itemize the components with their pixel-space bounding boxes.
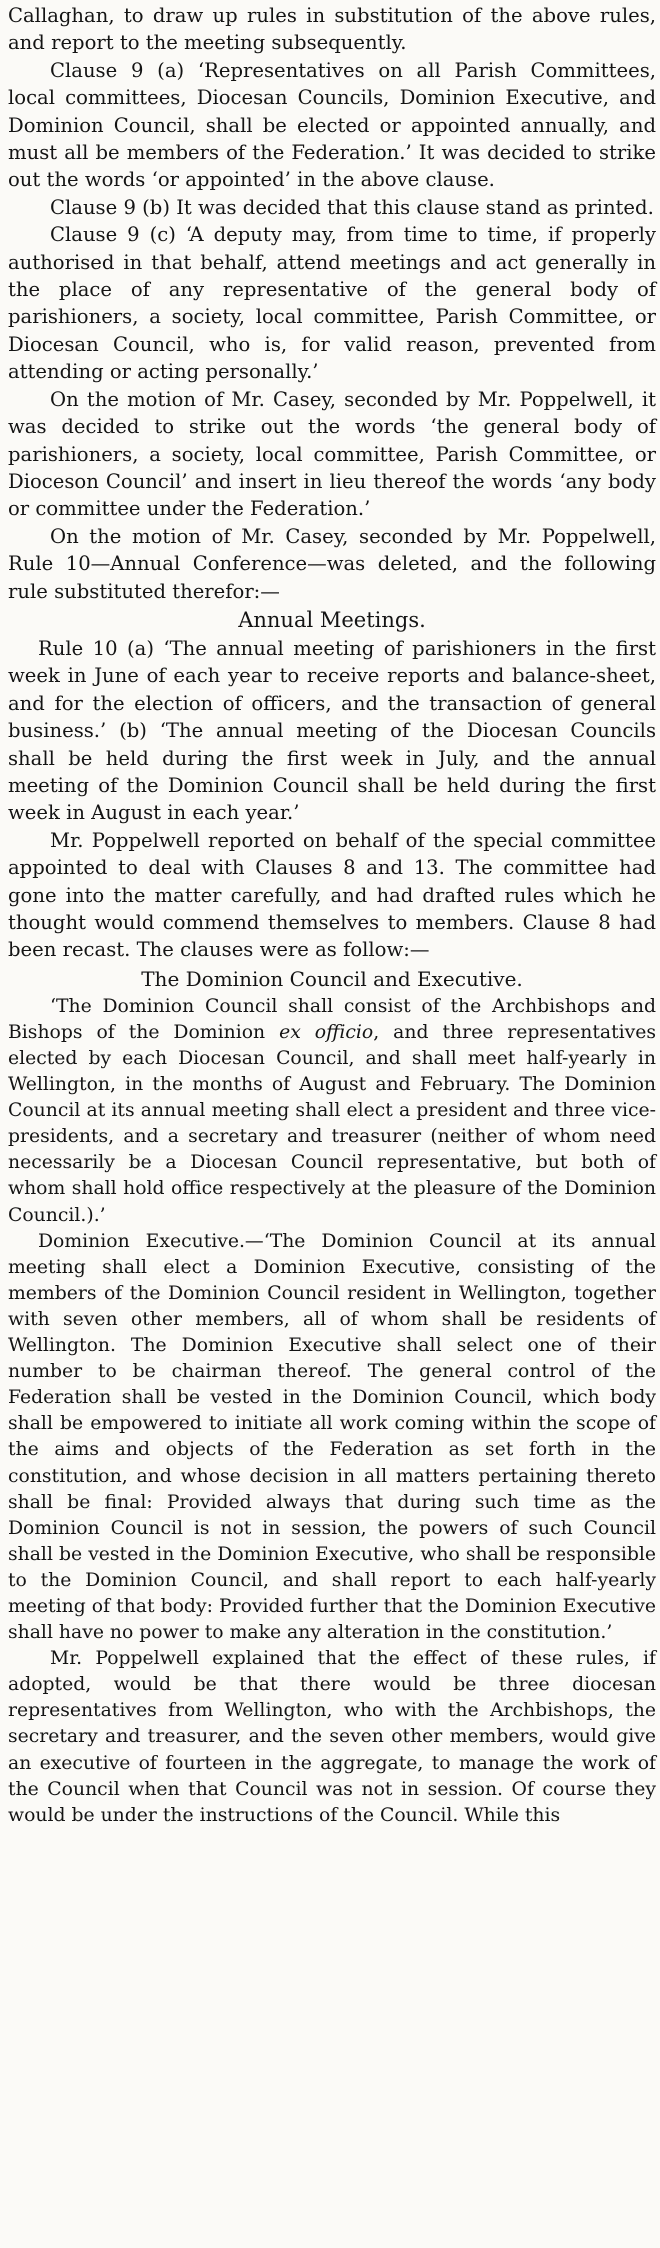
- heading-annual-meetings: Annual Meetings.: [238, 607, 426, 632]
- paragraph-clause-9a: Clause 9 (a) ‘Representatives on all Parish Committees, local committees, Diocesan Councils, Dominion Executive, and Dominion Council, shall be elected or appointed annually, and must all be members of the Federation.’ It was decided to strike out the words ‘or appointed’ in the above clause.: [8, 58, 656, 192]
- paragraph-clause-9c: Clause 9 (c) ‘A deputy may, from time to time, if properly authorised in that behalf, attend meetings and act generally in the place of any representative of the general body of parishioners, a society, local committee, Parish Committee, or Diocesan Council, who is, for valid reason, prevented from attending or acting personally.’: [8, 223, 656, 384]
- dominion-council-text-a: ‘The Dominion Council shall consist of the Archbishops and Bishops of the Dominion: [8, 995, 656, 1043]
- ex-officio-phrase: ex officio: [279, 1021, 374, 1043]
- paragraph-poppelwell-report: Mr. Poppelwell reported on behalf of the special committee appointed to deal with Clauses 8 and 13. The committee had gone into the matter carefully, and had drafted rules which he thought would commend themselves to members. Clause 8 had been recast. The clauses were as follow:—: [8, 828, 656, 962]
- paragraph-callaghan: Callaghan, to draw up rules in substitution of the above rules, and report to the meeting subsequently.: [8, 4, 656, 55]
- dominion-council-text-b: , and three representatives elected by each Diocesan Council, and shall meet half-yearly in Wellington, in the months of August and February. The Dominion Council at its annual meeting shall elect a president and three vice-presidents, and a secretary and treasurer (neither of whom need necessarily be a Diocesan Council representative, but both of whom shall hold office respectively at the pleasure of the Dominion Council.).’: [8, 1021, 656, 1226]
- paragraph-motion-casey-1: On the motion of Mr. Casey, seconded by Mr. Poppelwell, it was decided to strike out the words ‘the general body of parishioners, a society, local committee, Parish Committee, or Dioceson Council’ and insert in lieu thereof the words ‘any body or committee under the Federation.’: [8, 387, 656, 521]
- paragraph-dominion-council: [8, 994, 656, 1229]
- paragraph-rule-10: Rule 10 (a) ‘The annual meeting of parishioners in the first week in June of each year to receive reports and balance-sheet, and for the election of officers, and the transaction of general business.’ (b) ‘The annual meeting of the Diocesan Councils shall be held during the first week in July, and the annual meeting of the Dominion Council shall be held during the first week in August in each year.’: [8, 636, 656, 825]
- article-column: [8, 2, 656, 1829]
- paragraph-clause-9b: Clause 9 (b) It was decided that this clause stand as printed.: [50, 195, 654, 219]
- paragraph-dominion-executive: Dominion Executive.—‘The Dominion Council at its annual meeting shall elect a Dominion Executive, consisting of the members of the Dominion Council resident in Wellington, together with seven other members, all of whom shall be residents of Wellington. The Dominion Executive shall select one of their number to be chairman thereof. The general control of the Federation shall be vested in the Dominion Council, which body shall be empowered to initiate all work coming within the scope of the aims and objects of the Federation as set forth in the constitution, and whose decision in all matters pertaining thereto shall be final: Provided always that during such time as the Dominion Council is not in session, the powers of such Council shall be vested in the Dominion Executive, who shall be responsible to the Dominion Council, and shall report to each half-yearly meeting of that body: Provided further that the Dominion Executive shall have no power to make any alteration in the constitution.’: [8, 1230, 656, 1644]
- paragraph-poppelwell-explanation: Mr. Poppelwell explained that the effect of these rules, if adopted, would be that there would be three diocesan representatives from Wellington, who with the Archbishops, the secretary and treasurer, and the seven other members, would give an executive of fourteen in the aggregate, to manage the work of the Council when that Council was not in session. Of course they would be under the instructions of the Council. While this: [8, 1648, 656, 1826]
- heading-dominion-council: The Dominion Council and Executive.: [141, 966, 523, 991]
- paragraph-motion-casey-2: On the motion of Mr. Casey, seconded by Mr. Poppelwell, Rule 10—Annual Conference—was deleted, and the following rule substituted therefor:—: [8, 524, 656, 603]
